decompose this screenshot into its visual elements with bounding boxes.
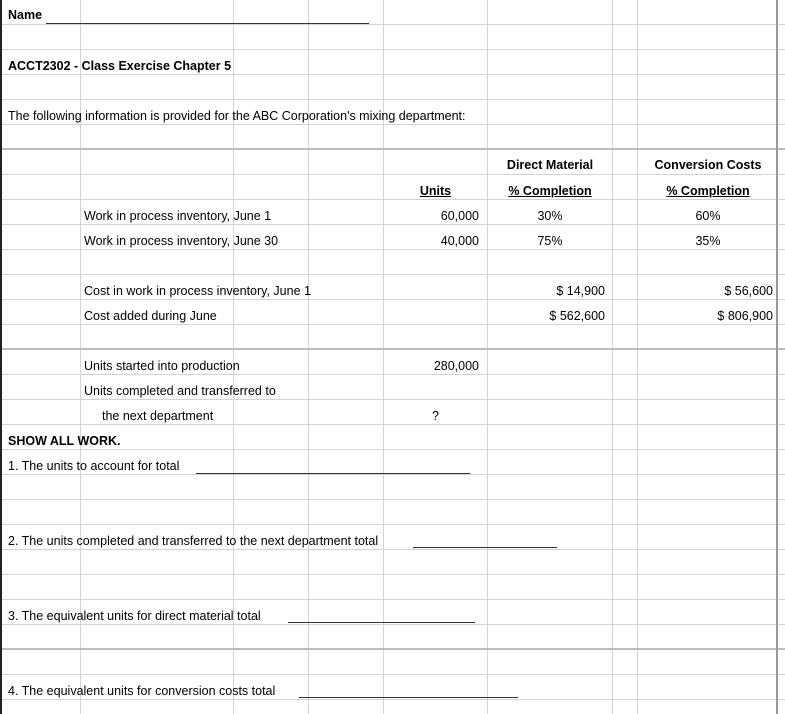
answer-line-4[interactable] [299, 697, 518, 698]
grid-line [0, 49, 785, 50]
grid-line [0, 374, 785, 375]
grid-line [0, 648, 785, 650]
wip-june30-units: 40,000 [440, 234, 479, 248]
wip-june1-units: 60,000 [440, 209, 479, 223]
col-header-conversion-costs: Conversion Costs [654, 158, 762, 172]
show-all-work-heading: SHOW ALL WORK. [8, 434, 121, 448]
name-answer-line[interactable] [46, 23, 369, 24]
grid-line [637, 0, 638, 714]
grid-line [0, 549, 785, 550]
col-header-dm-completion: % Completion [508, 184, 592, 198]
row-label-units-completed-cont: the next department [102, 409, 214, 423]
answer-line-2[interactable] [413, 547, 557, 548]
grid-line [0, 299, 785, 300]
grid-line [0, 324, 785, 325]
grid-line [0, 99, 785, 100]
units-completed-value: ? [432, 409, 439, 423]
question-1: 1. The units to account for total [8, 459, 180, 473]
grid-line [0, 699, 785, 700]
grid-line [0, 449, 785, 450]
row-label-wip-june30: Work in process inventory, June 30 [84, 234, 279, 248]
grid-line [0, 74, 785, 75]
grid-line [0, 574, 785, 575]
grid-line [0, 124, 785, 125]
intro-text: The following information is provided for the ABC Corporation's mixing department: [8, 109, 466, 123]
question-4: 4. The equivalent units for conversion costs total [8, 684, 276, 698]
wip-june30-dm-pct: 75% [537, 234, 563, 248]
grid-line [0, 174, 785, 175]
row-label-cost-wip-june1: Cost in work in process inventory, June 1 [84, 284, 311, 298]
grid-line [0, 224, 785, 225]
grid-line [0, 499, 785, 500]
grid-line [0, 148, 785, 150]
grid-line [0, 199, 785, 200]
col-header-direct-material: Direct Material [506, 158, 594, 172]
name-label: Name [8, 8, 43, 22]
sheet-left-border [0, 0, 2, 714]
grid-line [0, 624, 785, 625]
grid-line [0, 424, 785, 425]
row-label-units-completed: Units completed and transferred to [84, 384, 276, 398]
grid-line [612, 0, 613, 714]
grid-line [0, 274, 785, 275]
units-started-value: 280,000 [433, 359, 479, 373]
answer-line-3[interactable] [288, 622, 475, 623]
question-3: 3. The equivalent units for direct material total [8, 609, 261, 623]
answer-line-1[interactable] [196, 473, 470, 474]
question-2: 2. The units completed and transferred to the next department total [8, 534, 379, 548]
sheet-right-border [776, 0, 778, 714]
cost-added-dm: $ 562,600 [549, 309, 605, 323]
row-label-cost-added: Cost added during June [84, 309, 217, 323]
cost-wip-june1-cc: $ 56,600 [724, 284, 773, 298]
wip-june1-cc-pct: 60% [695, 209, 721, 223]
grid-line [0, 524, 785, 525]
grid-line [0, 348, 785, 350]
cost-added-cc: $ 806,900 [717, 309, 773, 323]
grid-line [0, 674, 785, 675]
grid-line [0, 599, 785, 600]
col-header-cc-completion: % Completion [666, 184, 750, 198]
cost-wip-june1-dm: $ 14,900 [556, 284, 605, 298]
wip-june1-dm-pct: 30% [537, 209, 563, 223]
grid-line [0, 399, 785, 400]
wip-june30-cc-pct: 35% [695, 234, 721, 248]
grid-line [0, 474, 785, 475]
grid-line [0, 249, 785, 250]
page-title: ACCT2302 - Class Exercise Chapter 5 [8, 59, 232, 73]
grid-line [0, 24, 785, 25]
grid-line [487, 0, 488, 714]
col-header-units: Units [419, 184, 452, 198]
row-label-wip-june1: Work in process inventory, June 1 [84, 209, 272, 223]
row-label-units-started: Units started into production [84, 359, 240, 373]
